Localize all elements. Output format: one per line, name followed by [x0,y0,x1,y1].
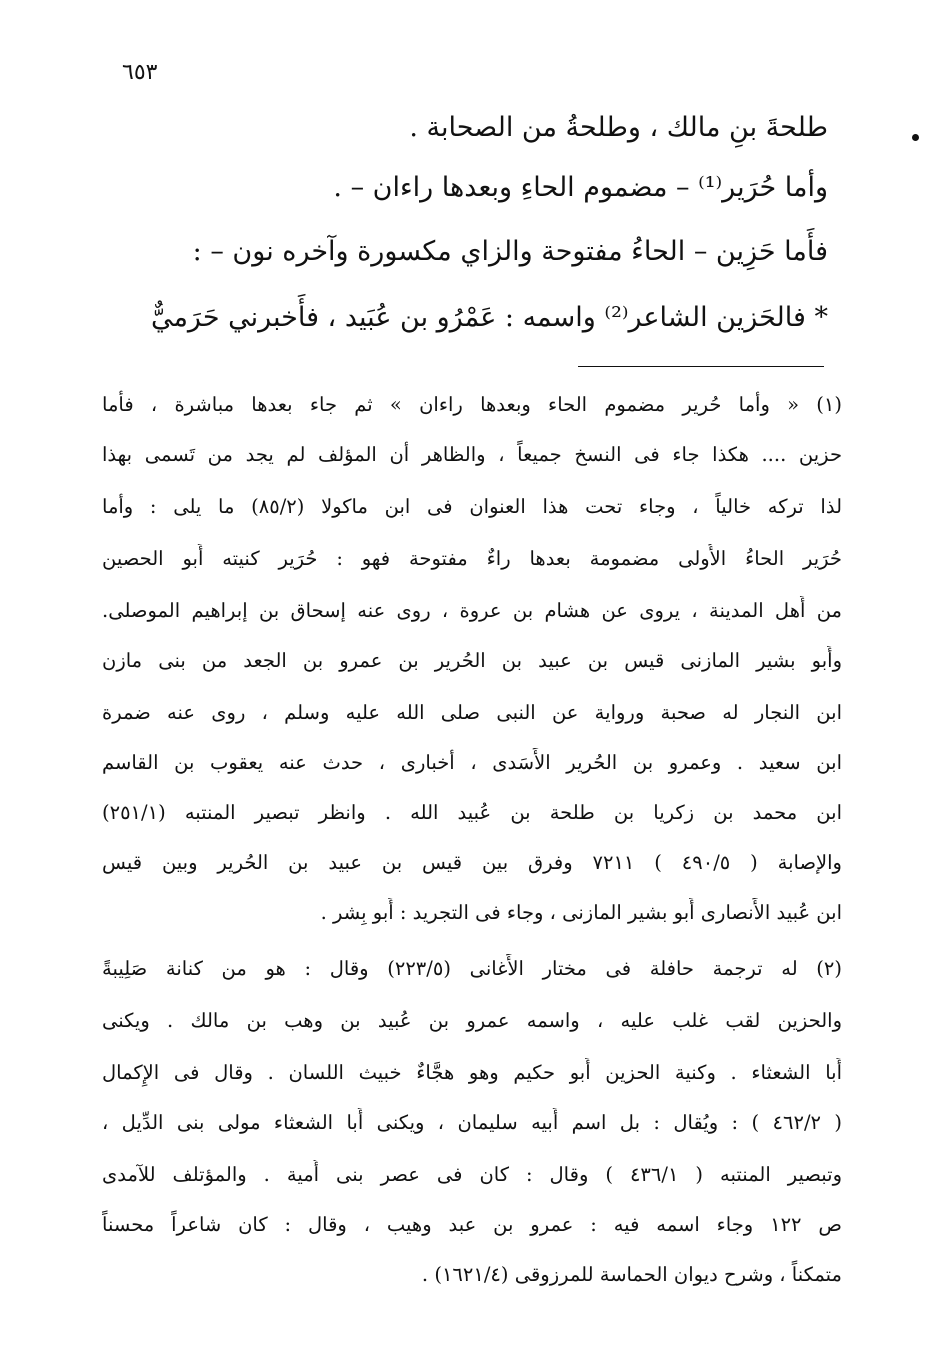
footnote-line: وتبصير المنتبه ( ٤٣٦/١ ) وقال : كان فى عصر بنى أُمية . والمؤتلف للآمدى [102,1163,842,1186]
main-line: فأَما حَزِين – الحاءُ مفتوحة والزاي مكسورة وآخره نون – : [192,236,828,267]
footnote-line: (١) « وأما حُرير مضموم الحاء وبعدها راءان » ثم جاء بعدها مباشرة ، فأَما [102,393,842,416]
main-line: * فالحَزين الشاعر⁽²⁾ واسمه : عَمْرُو بن عُبَيد ، فأَخبرني حَرَميٌّ [150,302,828,333]
margin-mark [912,134,919,141]
page-number: ٦٥٣ [122,60,158,85]
footnote-line: ص ١٢٢ وجاء اسمه فيه : عمرو بن عبد وهيب ، وقال : كان شاعراً محسناً [102,1213,842,1236]
footnote-line: متمكناً ، وشرح ديوان الحماسة للمرزوقى (١٦٢١/٤) . [421,1263,842,1286]
footnote-line: حُرَير الحاءُ الأُولى مضمومة بعدها راءٌ مفتوحة فهو : حُرَير كنيته أَبو الحصين [102,547,842,570]
footnote-line: أَبا الشعثاء . وكنية الحزين أَبو حكيم وهو هجَّاءٌ خبيث اللسان . وقال فى الإِكمال [102,1061,842,1084]
footnote-line: ابن سعيد . وعمرو بن الحُرير الأَسَدى ، أخبارى ، حدث عنه يعقوب بن القاسم [102,751,842,774]
main-line: طلحةَ بنِ مالك ، وطلحةُ من الصحابة . [409,112,828,143]
footnote-line: من أَهل المدينة ، يروى عن هشام بن عروة ، روى عنه إسحاق بن إبراهيم الموصلى. [102,599,842,622]
footnote-line: ابن محمد بن زكريا بن طلحة بن عُبيد الله . وانظر تبصير المنتبه (٢٥١/١) [102,801,842,824]
footnote-line: والإصابة ( ٤٩٠/٥ ) ٧٢١١ وفرق بين قيس بن عبيد بن الحُرير وبين قيس [102,851,842,874]
footnote-line: ( ٤٦٢/٢ ) : ويُقال : بل اسم أَبيه سليمان ، ويكنى أَبا الشعثاء مولى بنى الدِّيل ، [102,1111,842,1134]
footnote-line: ابن النجار له صحبة ورواية عن النبى صلى الله عليه وسلم ، روى عنه ضمرة [102,701,842,724]
footnote-line: (٢) له ترجمة حافلة فى مختار الأَغانى (٢٢٣/٥) وقال : هو من كنانة صَلِيبةً [102,957,842,980]
main-line: وأما حُرَير⁽¹⁾ – مضموم الحاءِ وبعدها راءان – . [333,172,828,203]
footnote-line: ابن عُبيد الأَنصارى أَبو بشير المازنى ، وجاء فى التجريد : أَبو بِشر . [320,901,842,924]
footnote-line: وأَبو بشير المازنى قيس بن عبيد بن الحُرير بن عمرو بن الجعد من بنى مازن [102,649,842,672]
footnote-line: لذا تركه خالياً ، وجاء تحت هذا العنوان فى ابن ماكولا (٨٥/٢) ما يلى : وأما [102,495,842,518]
footnote-separator [578,366,824,367]
footnote-line: والحزين لقب غلب عليه ، واسمه عمرو بن عُبيد بن وهب بن مالك . ويكنى [102,1009,842,1032]
footnote-line: حزين .... هكذا جاء فى النسخ جميعاً ، والظاهر أن المؤلف لم يجد من تَسمى بهذا [102,443,842,466]
